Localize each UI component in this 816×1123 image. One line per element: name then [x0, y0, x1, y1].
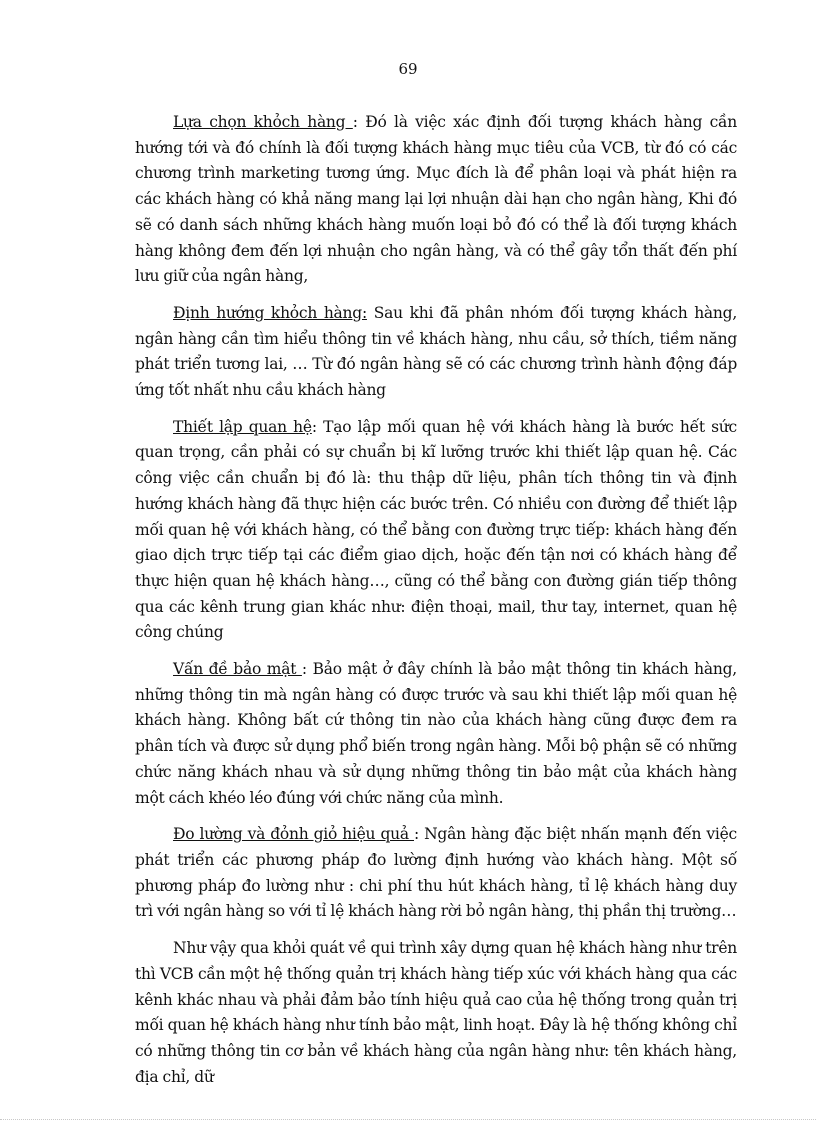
paragraph-heading: Lựa chọn khỏch hàng	[173, 113, 353, 131]
paragraph-customer-selection	[135, 110, 737, 290]
paragraph-heading: Thiết lập quan hệ	[173, 417, 312, 436]
page-bottom-divider	[0, 1119, 816, 1120]
paragraph-relationship-setup	[135, 415, 737, 646]
paragraph-measurement	[135, 822, 737, 925]
paragraph-security	[135, 657, 737, 811]
paragraph-heading: Định hướng khỏch hàng:	[173, 303, 367, 322]
paragraph-heading: Vấn đề bảo mật	[173, 660, 302, 679]
paragraph-text: Sau khi đã phân nhóm đối tượng khách hàng, ngân hàng cần tìm hiểu thông tin về khách hàng, nhu cầu, sở thích, tiềm năng phát triển tương lai, … Từ đó ngân hàng sẽ có các chương trình hành động đáp ứng tốt nhất nhu cầu khách hàng	[135, 303, 738, 400]
paragraph-text: : Ngân hàng đặc biệt nhấn mạnh đến việc phát triển các phương pháp đo lường định hướng vào khách hàng. Một số phương pháp đo lường như : chi phí thu hút khách hàng, tỉ lệ khách hàng duy trì với ngân hàng so với tỉ lệ khách hàng rời bỏ ngân hàng, thị phần thị trường…	[135, 825, 737, 921]
paragraph-text: Như vậy qua khỏi quát về qui trình xây dựng quan hệ khách hàng như trên thì VCB cần một hệ thống quản trị khách hàng tiếp xúc với khách hàng qua các kênh khác nhau và phải đảm bảo tính hiệu quả cao của hệ thống trong quản trị mối quan hệ khách hàng như tính bảo mật, linh hoạt. Đây là hệ thống không chỉ có những thông tin cơ bản về khách hàng của ngân hàng như: tên khách hàng, địa chỉ, dữ	[135, 939, 737, 1086]
body-text	[135, 110, 737, 1101]
paragraph-heading: Đo lường và đỏnh giỏ hiệu quả	[173, 825, 414, 844]
paragraph-customer-orientation	[135, 301, 737, 404]
paragraph-summary	[135, 936, 737, 1090]
paragraph-text: : Tạo lập mối quan hệ với khách hàng là bước hết sức quan trọng, cần phải có sự chuẩn bị kĩ lưỡng trước khi thiết lập quan hệ. Các công việc cần chuẩn bị đó là: thu thập dữ liệu, phân tích thông tin và định hướng khách hàng đã thực hiện các bước trên. Có nhiều con đường để thiết lập mối quan hệ với khách hàng, có thể bằng con đường trực tiếp: khách hàng đến giao dịch trực tiếp tại các điểm giao dịch, hoặc đến tận nơi có khách hàng để thực hiện quan hệ khách hàng…, cũng có thể bằng con đường gián tiếp thông qua các kênh trung gian khác như: điện thoại, mail, thư tay, internet, quan hệ công chúng	[135, 417, 737, 642]
paragraph-text: : Bảo mật ở đây chính là bảo mật thông tin khách hàng, những thông tin mà ngân hàng có được trước và sau khi thiết lập mối quan hệ khách hàng. Không bất cứ thông tin nào của khách hàng cũng được đem ra phân tích và được sử dụng phổ biến trong ngân hàng. Mỗi bộ phận sẽ có những chức năng khách nhau và sử dụng những thông tin bảo mật của khách hàng một cách khéo léo đúng với chức năng của mình.	[135, 660, 737, 807]
paragraph-text: : Đó là việc xác định đối tượng khách hàng cần hướng tới và đó chính là đối tượng khách hàng mục tiêu của VCB, từ đó có các chương trình marketing tương ứng. Mục đích là để phân loại và phát hiện ra các khách hàng có khả năng mang lại lợi nhuận dài hạn cho ngân hàng, Khi đó sẽ có danh sách những khách hàng muốn loại bỏ đó có thể là đối tượng khách hàng không đem đến lợi nhuận cho ngân hàng, và có thể gây tổn thất đến phí lưu giữ của ngân hàng,	[135, 113, 737, 286]
page-number: 69	[398, 60, 418, 78]
